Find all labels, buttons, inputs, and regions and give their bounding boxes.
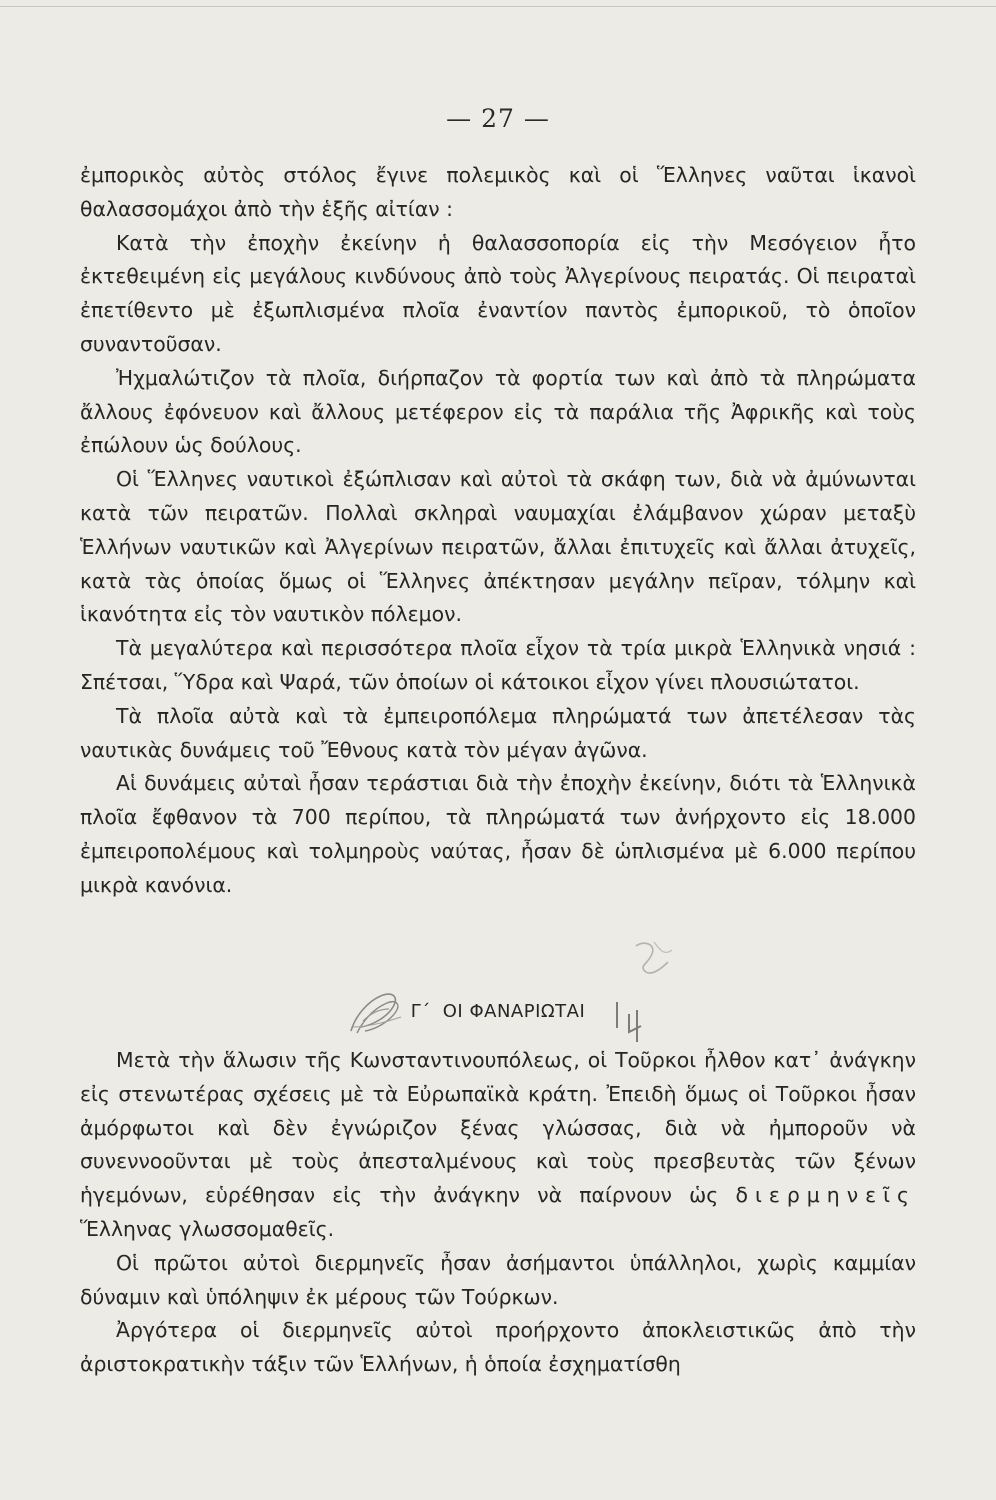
paragraph: Οἱ Ἕλληνες ναυτικοὶ ἐξώπλισαν καὶ αὐτοὶ τὰ σκάφη των, διὰ νὰ ἀμύνωνται κατὰ τῶν πειρατῶν. Πολλαὶ σκληραὶ ναυμαχίαι ἐλάμβανον χώραν μεταξὺ Ἑλλήνων ναυτικῶν καὶ Ἀλγερίνων πειρατῶν, ἄλλαι ἐπιτυχεῖς καὶ ἄλλαι ἀτυχεῖς, κατὰ τὰς ὁποίας ὅμως οἱ Ἕλληνες ἀπέκτησαν μεγάλην πεῖραν, τόλμην καὶ ἱκανότητα εἰς τὸν ναυτικὸν πόλεμον.	[80, 467, 916, 627]
paragraph	[80, 1044, 916, 1247]
paragraph-text: Μετὰ τὴν ἅλωσιν τῆς Κωνσταντινουπόλεως, οἱ Τοῦρκοι ἦλθον κατ᾽ ἀνάγκην εἰς στενωτέρας σχέσεις μὲ τὰ Εὐρωπαϊκὰ κράτη. Ἐπειδὴ ὅμως οἱ Τοῦρκοι ἦσαν ἀμόρφωτοι καὶ δὲν ἐγνώριζον ξένας γλώσσας, διὰ νὰ ἠμποροῦν νὰ συνεννοοῦνται μὲ τοὺς ἀπεσταλμένους καὶ τοὺς πρεσβευτὰς τῶν ξένων ἡγεμόνων, εὑρέθησαν εἰς τὴν ἀνάγκην νὰ παίρνουν ὡς	[80, 1048, 916, 1208]
paragraph: Ἠχμαλώτιζον τὰ πλοῖα, διήρπαζον τὰ φορτία των καὶ ἀπὸ τὰ πληρώματα ἄλλους ἐφόνευον καὶ ἄλλους μετέφερον εἰς τὰ παράλια τῆς Ἀφρικῆς καὶ τοὺς ἐπώλουν ὡς δούλους.	[80, 365, 916, 458]
main-text-top	[80, 159, 916, 903]
paragraph-text: Ἕλληνας γλωσσομαθεῖς.	[80, 1216, 335, 1241]
paragraph: Τὰ μεγαλύτερα καὶ περισσότερα πλοῖα εἶχον τὰ τρία μικρὰ Ἑλληνικὰ νησιά : Σπέτσαι, Ὕδρα καὶ Ψαρά, τῶν ὁποίων οἱ κάτοικοι εἶχον γίνει πλουσιώτατοι.	[80, 636, 916, 694]
section-title: ΟΙ ΦΑΝΑΡΙΩΤΑΙ	[442, 1001, 586, 1022]
page-number: — 27 —	[446, 104, 550, 133]
paragraph: Οἱ πρῶτοι αὐτοὶ διερμηνεῖς ἦσαν ἀσήμαντοι ὑπάλληλοι, χωρὶς καμμίαν δύναμιν καὶ ὑπόληψιν ἐκ μέρους τῶν Τούρκων.	[80, 1250, 916, 1309]
page-edge-line	[0, 6, 996, 7]
emphasized-term: διερμηνεῖς	[735, 1183, 916, 1208]
paragraph: Ἀργότερα οἱ διερμηνεῖς αὐτοὶ προήρχοντο ἀποκλειστικῶς ἀπὸ τὴν ἀριστοκρατικὴν τάξιν τῶν Ἑλλήνων, ἡ ὁποία ἐσχηματίσθη	[80, 1318, 916, 1377]
paragraph: Κατὰ τὴν ἐποχὴν ἐκείνην ἡ θαλασσοπορία εἰς τὴν Μεσόγειον ἦτο ἐκτεθειμένη εἰς μεγάλους κινδύνους ἀπὸ τοὺς Ἀλγερίνους πειρατάς. Οἱ πειραταὶ ἐπετίθεντο μὲ ἐξωπλισμένα πλοῖα ἐναντίον παντὸς ἐμπορικοῦ, τὸ ὁποῖον συναντοῦσαν.	[80, 230, 916, 356]
pencil-annotation-icon	[630, 936, 678, 982]
handwritten-shelf-mark-icon	[607, 996, 647, 1046]
section-numeral: Γ´	[410, 1001, 431, 1022]
main-text-bottom	[80, 1044, 916, 1382]
paragraph: ἐμπορικὸς αὐτὸς στόλος ἔγινε πολεμικὸς καὶ οἱ Ἕλληνες ναῦται ἱκανοὶ θαλασσομάχοι ἀπὸ τὴν ἑξῆς αἰτίαν :	[80, 163, 916, 221]
paragraph: Τὰ πλοῖα αὐτὰ καὶ τὰ ἐμπειροπόλεμα πληρώματά των ἀπετέλεσαν τὰς ναυτικὰς δυνάμεις τοῦ Ἔθνους κατὰ τὸν μέγαν ἀγῶνα.	[80, 703, 916, 762]
section-heading	[0, 1001, 996, 1022]
paragraph: Αἱ δυνάμεις αὐταὶ ἦσαν τεράστιαι διὰ τὴν ἐποχὴν ἐκείνην, διότι τὰ Ἑλληνικὰ πλοῖα ἔφθανον τὰ 700 περίπου, τὰ πληρώματά των ἀνήρχοντο εἰς 18.000 ἐμπειροπολέμους καὶ τολμηροὺς ναύτας, ἦσαν δὲ ὡπλισμένα μὲ 6.000 περίπου μικρὰ κανόνια.	[80, 771, 916, 897]
